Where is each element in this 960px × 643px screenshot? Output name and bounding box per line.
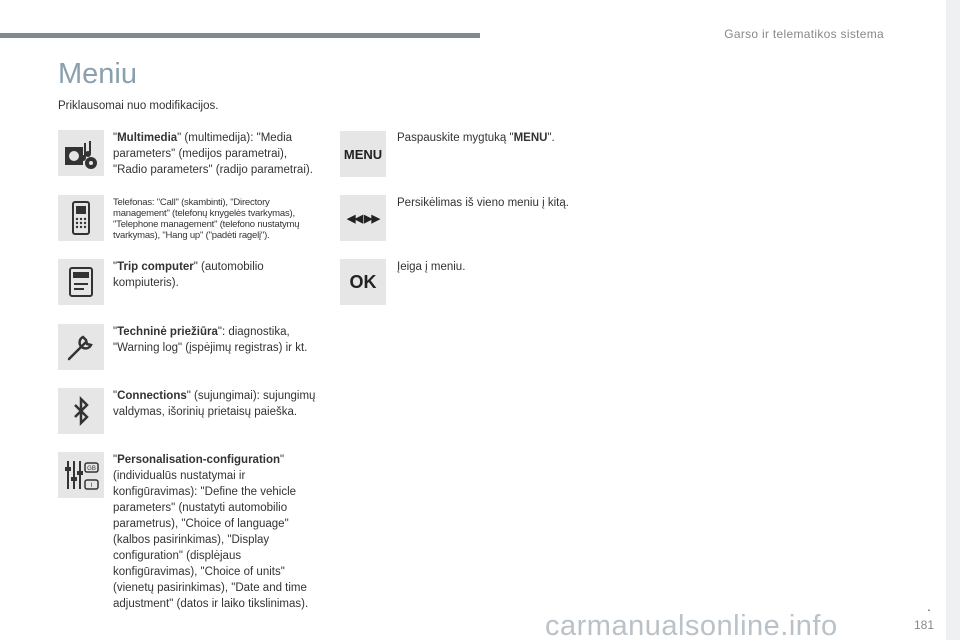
watermark: carmanualsonline.info [545, 610, 838, 642]
menu-item-personalisation: "Personalisation-configuration" (individualūs nustatymai ir konfigūravimas): "Define the vehicle parameters" (nustatyti automobilio parametrus), "Choice of language" (kalbos pasirinkimas), "Display configuration" (displėjaus konfigūravimas), "Choice of units" (vienetų pasirinkimas), "Date and time adjustment" (datos ir laiko tikslinimas). [113, 454, 309, 610]
page-edge-strip [946, 0, 960, 640]
settings-language-icon [58, 452, 104, 498]
ok-button-icon: OK [340, 259, 386, 305]
page-dot: . [927, 598, 931, 614]
menu-item-maintenance: "Techninė priežiūra": diagnostika, "Warning log" (įspėjimų registras) ir kt. [113, 326, 308, 354]
menu-item-connections: "Connections" (sujungimai): sujungimų valdymas, išorinių prietaisų paieška. [113, 390, 316, 418]
svg-text:GB: GB [87, 466, 96, 472]
page-number: 181 [914, 618, 935, 632]
svg-text:I: I [90, 483, 93, 489]
menu-button-icon: MENU [340, 131, 386, 177]
page-subtitle: Priklausomai nuo modifikacijos. [58, 100, 219, 112]
menu-item-multimedia: "Multimedia" (multimedija): "Media parameters" (medijos parametrai), "Radio parameters" (radijo parametrai). [113, 132, 313, 176]
multimedia-icon [58, 130, 104, 176]
wrench-icon [58, 324, 104, 370]
key-ok-text: Įeiga į meniu. [397, 261, 466, 273]
phone-icon [58, 195, 104, 241]
menu-item-phone: Telefonas: "Call" (skambinti), "Directory management" (telefonų knygelės tvarkymas), "Telephone management" (telefono nustatymų tvarkymas), "Hang up" ("padėti ragelį"). [113, 197, 300, 241]
key-arrows-text: Persikėlimas iš vieno meniu į kitą. [397, 197, 569, 209]
section-title: Garso ir telematikos sistema [724, 27, 884, 41]
trip-computer-icon [58, 259, 104, 305]
header-bar [0, 33, 480, 38]
page-title: Meniu [58, 58, 137, 90]
key-menu-text: Paspauskite mygtuką "MENU". [397, 132, 555, 144]
menu-item-trip-computer: "Trip computer" (automobilio kompiuteris). [113, 261, 264, 289]
arrows-icon: ◀◀ ▶▶ [340, 195, 386, 241]
bluetooth-icon [58, 388, 104, 434]
